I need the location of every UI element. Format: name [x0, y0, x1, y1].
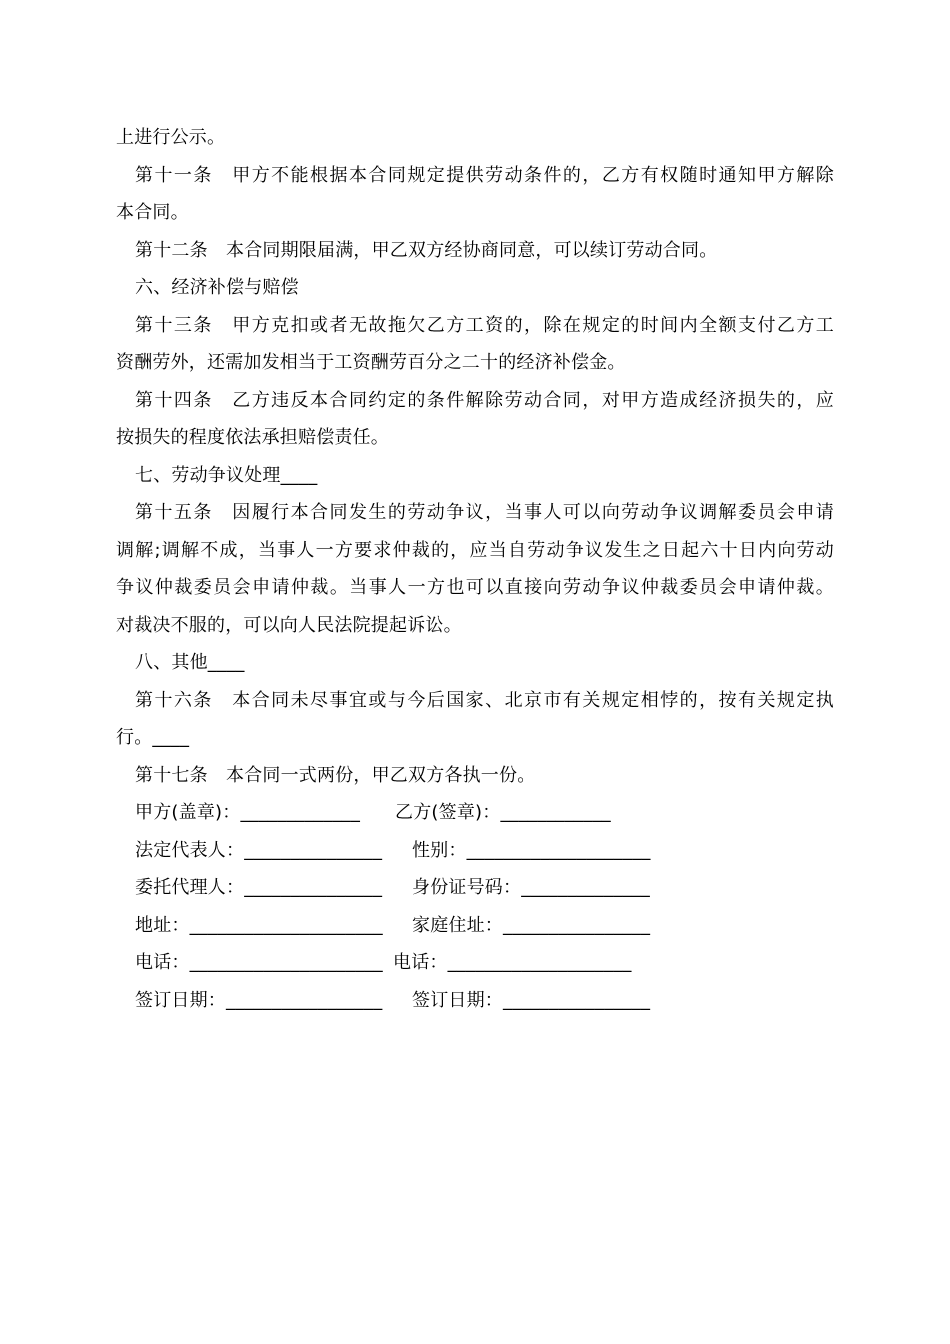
home-address-field: 家庭住址：________________ [412, 915, 651, 936]
party-b-signature-field: 乙方(签章)：____________ [395, 802, 611, 823]
article-14-line-2: 按损失的程度依法承担赔偿责任。 [116, 427, 389, 448]
party-a-seal-field: 甲方(盖章)：_____________ [135, 802, 361, 823]
phone-field-b: 电话：____________________ [393, 952, 632, 973]
address-field: 地址：_____________________ [135, 915, 383, 936]
text-line: 上进行公示。 [116, 127, 226, 148]
article-11-line-2: 本合同。 [116, 202, 189, 223]
article-16-line-1: 第十六条 本合同未尽事宜或与今后国家、北京市有关规定相悖的，按有关规定执 [135, 690, 834, 711]
legal-representative-field: 法定代表人：_______________ [135, 840, 383, 861]
article-12: 第十二条 本合同期限届满，甲乙双方经协商同意，可以续订劳动合同。 [135, 240, 718, 261]
article-13-line-1: 第十三条 甲方克扣或者无故拖欠乙方工资的，除在规定的时间内全额支付乙方工 [135, 315, 834, 336]
article-15-line-3: 争议仲裁委员会申请仲裁。当事人一方也可以直接向劳动争议仲裁委员会申请仲裁。 [116, 577, 834, 598]
article-15-line-2: 调解;调解不成，当事人一方要求仲裁的，应当自劳动争议发生之日起六十日内向劳动 [116, 540, 834, 561]
article-17: 第十七条 本合同一式两份，甲乙双方各执一份。 [135, 765, 536, 786]
section-heading-7: 七、劳动争议处理____ [135, 465, 318, 486]
phone-field-a: 电话：_____________________ [135, 952, 383, 973]
id-number-field: 身份证号码：______________ [412, 877, 650, 898]
section-heading-6: 六、经济补偿与赔偿 [135, 277, 299, 298]
article-14-line-1: 第十四条 乙方违反本合同约定的条件解除劳动合同，对甲方造成经济损失的，应 [135, 390, 834, 411]
authorized-agent-field: 委托代理人：_______________ [135, 877, 383, 898]
section-heading-8: 八、其他____ [135, 652, 245, 673]
article-15-line-4: 对裁决不服的，可以向人民法院提起诉讼。 [116, 615, 462, 636]
article-11-line-1: 第十一条 甲方不能根据本合同规定提供劳动条件的，乙方有权随时通知甲方解除 [135, 165, 834, 186]
gender-field: 性别：____________________ [412, 840, 651, 861]
article-13-line-2: 资酬劳外，还需加发相当于工资酬劳百分之二十的经济补偿金。 [116, 352, 626, 373]
article-15-line-1: 第十五条 因履行本合同发生的劳动争议，当事人可以向劳动争议调解委员会申请 [135, 502, 834, 523]
signing-date-field-b: 签订日期：________________ [412, 990, 651, 1011]
article-16-line-2: 行。____ [116, 727, 190, 748]
signing-date-field-a: 签订日期：_________________ [135, 990, 383, 1011]
